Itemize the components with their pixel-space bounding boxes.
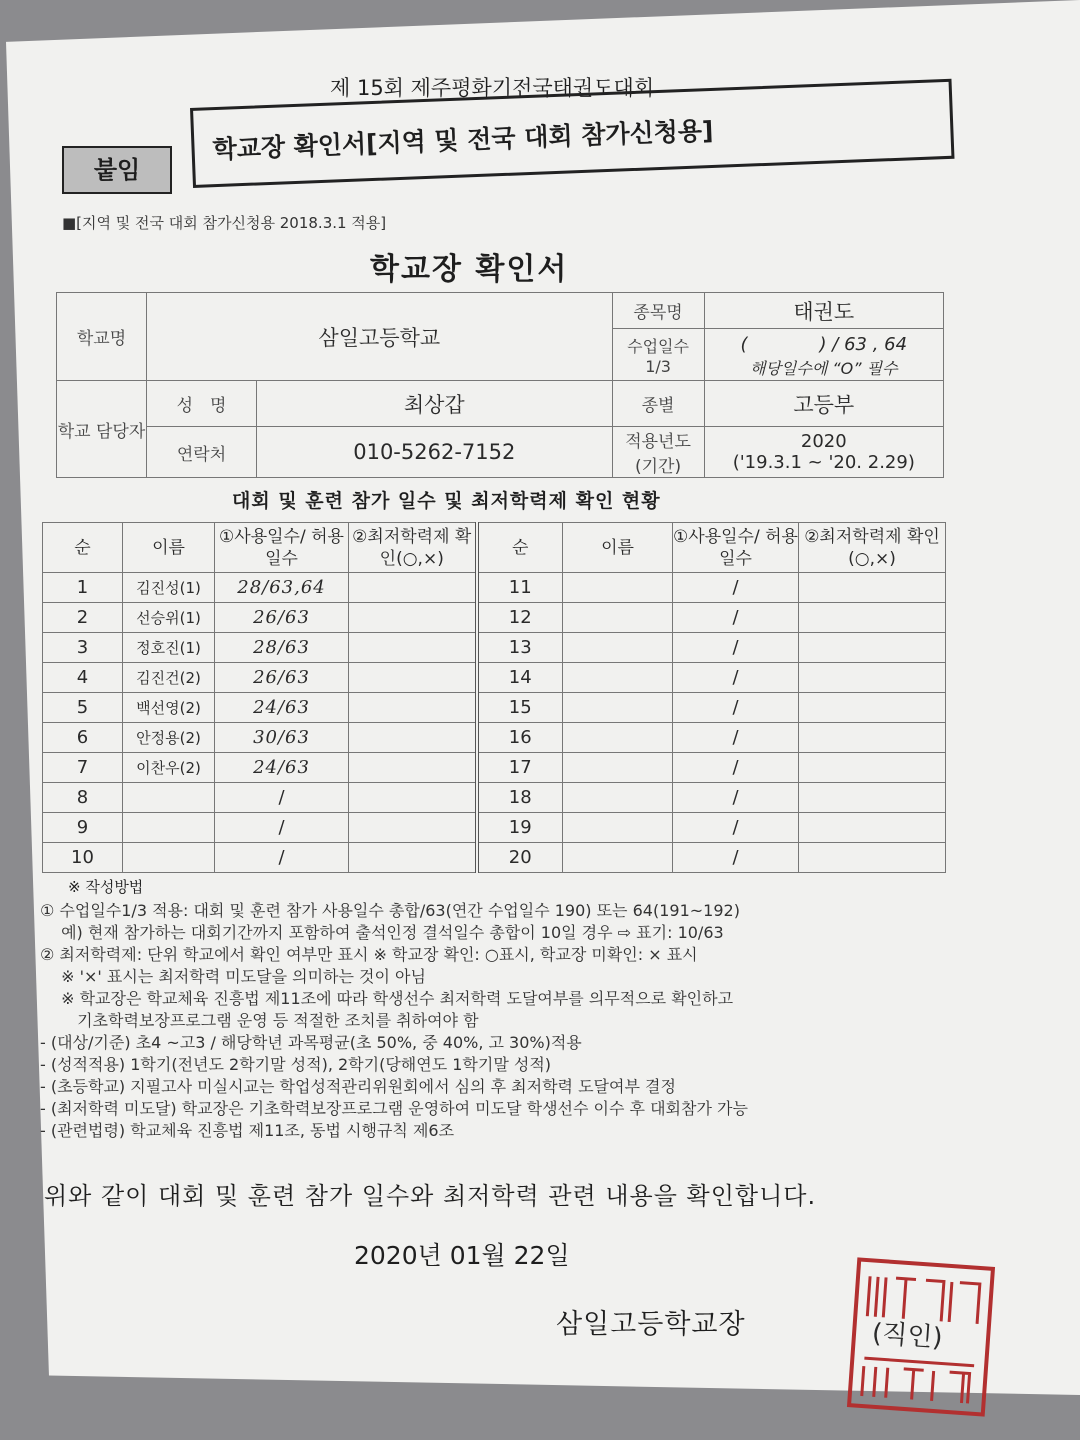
row-number: 5	[43, 693, 123, 723]
min-academic-check	[799, 783, 946, 813]
athlete-name: 김진성(1)	[123, 573, 215, 603]
used-days: /	[215, 813, 349, 843]
document-title: 학교장 확인서	[370, 252, 569, 287]
col-name-right: 이름	[563, 523, 673, 573]
used-days: 24/63	[215, 753, 349, 783]
used-days: /	[673, 693, 799, 723]
table-row	[43, 573, 946, 603]
used-days: /	[673, 573, 799, 603]
min-academic-check	[349, 663, 477, 693]
row-number: 16	[477, 723, 563, 753]
used-days: /	[673, 603, 799, 633]
method-line: ② 최저학력제: 단위 학교에서 확인 여부만 표시 ※ 학교장 확인: ○표시, 학교장 미확인: × 표시	[40, 945, 698, 964]
table-row	[43, 723, 946, 753]
used-days: 26/63	[215, 603, 349, 633]
min-academic-check	[799, 753, 946, 783]
athlete-name	[563, 603, 673, 633]
col-days: ①사용일수/ 허용일수	[215, 523, 349, 573]
row-number: 9	[43, 813, 123, 843]
used-days: /	[673, 783, 799, 813]
form-title: 학교장 확인서[지역 및 전국 대회 참가신청용]	[212, 115, 714, 165]
method-line: - (최저학력 미도달) 학교장은 기초학력보장프로그램 운영하여 미도달 학생선수 이수 후 대회참가 가능	[40, 1099, 748, 1118]
school-info-table	[56, 292, 944, 478]
used-days: /	[673, 813, 799, 843]
method-line: - (관련법령) 학교체육 진흥법 제11조, 동법 시행규칙 제6조	[40, 1121, 455, 1140]
athlete-name	[563, 723, 673, 753]
section-title: 대회 및 훈련 참가 일수 및 최저학력제 확인 현황	[232, 490, 661, 512]
row-number: 14	[477, 663, 563, 693]
confirmation-statement: 위와 같이 대회 및 훈련 참가 일수와 최저학력 관련 내용을 확인합니다.	[44, 1182, 817, 1210]
athlete-name: 안정용(2)	[123, 723, 215, 753]
event-label: 종목명	[612, 293, 704, 329]
row-number: 2	[43, 603, 123, 633]
days-cell	[704, 329, 943, 381]
used-days: 26/63	[215, 663, 349, 693]
row-number: 10	[43, 843, 123, 873]
issue-date: 2020년 01월 22일	[354, 1241, 570, 1270]
method-line: ① 수업일수1/3 적용: 대회 및 훈련 참가 사용일수 총합/63(연간 수업일수 190) 또는 64(191~192)	[40, 901, 740, 920]
min-academic-check	[349, 573, 477, 603]
row-number: 3	[43, 633, 123, 663]
seal-text: (직인)	[871, 1318, 944, 1354]
table-row	[43, 603, 946, 633]
method-line: ※ 학교장은 학교체육 진흥법 제11조에 따라 학생선수 최저학력 도달여부를 의무적으로 확인하고	[40, 989, 734, 1008]
athlete-name	[563, 573, 673, 603]
event-title: 제 15회 제주평화기전국태권도대회	[330, 76, 655, 100]
min-academic-check	[349, 813, 477, 843]
min-academic-check	[799, 663, 946, 693]
principal-name: 삼일고등학교장	[556, 1309, 746, 1340]
athlete-name: 이찬우(2)	[123, 753, 215, 783]
athlete-name	[123, 843, 215, 873]
method-line: 기초학력보장프로그램 운영 등 적절한 조치를 취하여야 함	[40, 1011, 479, 1030]
row-number: 6	[43, 723, 123, 753]
year-label: 적용년도 (기간)	[612, 427, 704, 478]
table-row	[43, 753, 946, 783]
table-row	[43, 843, 946, 873]
official-seal	[847, 1257, 995, 1416]
col-check: ②최저학력제 확인(○,×)	[349, 523, 477, 573]
min-academic-check	[799, 633, 946, 663]
participation-table	[42, 522, 946, 873]
min-academic-check	[799, 813, 946, 843]
year-cell	[704, 427, 943, 478]
row-number: 17	[477, 753, 563, 783]
athlete-name	[563, 693, 673, 723]
min-academic-check	[799, 723, 946, 753]
method-title: ※ 작성방법	[68, 878, 144, 896]
min-academic-check	[349, 633, 477, 663]
table-row	[43, 693, 946, 723]
used-days: 30/63	[215, 723, 349, 753]
used-days: /	[673, 753, 799, 783]
days-value: ( ) / 63 , 64	[740, 334, 908, 355]
days-label: 수업일수 1/3	[612, 329, 704, 381]
athlete-name	[563, 753, 673, 783]
name-label: 성 명	[147, 381, 257, 427]
min-academic-check	[799, 693, 946, 723]
min-academic-check	[349, 843, 477, 873]
method-line: - (초등학교) 지필고사 미실시교는 학업성적관리위원회에서 심의 후 최저학력 도달여부 결정	[40, 1077, 676, 1096]
row-number: 13	[477, 633, 563, 663]
table-row	[43, 783, 946, 813]
col-name: 이름	[123, 523, 215, 573]
category-value: 고등부	[704, 381, 943, 427]
period-value: ('19.3.1 ~ '20. 2.29)	[732, 452, 915, 473]
school-label: 학교명	[57, 293, 147, 381]
row-number: 18	[477, 783, 563, 813]
row-number: 1	[43, 573, 123, 603]
row-number: 20	[477, 843, 563, 873]
row-number: 15	[477, 693, 563, 723]
table-row	[43, 633, 946, 663]
method-line: - (성적적용) 1학기(전년도 2학기말 성적), 2학기(당해연도 1학기말 성적)	[40, 1055, 552, 1074]
col-days-right: ①사용일수/ 허용일수	[673, 523, 799, 573]
used-days: /	[673, 663, 799, 693]
name-value: 최상갑	[257, 381, 613, 427]
row-number: 12	[477, 603, 563, 633]
used-days: /	[215, 843, 349, 873]
athlete-name: 백선영(2)	[123, 693, 215, 723]
attachment-badge: 붙임	[62, 146, 172, 194]
col-no: 순	[43, 523, 123, 573]
row-number: 7	[43, 753, 123, 783]
row-number: 19	[477, 813, 563, 843]
row-number: 11	[477, 573, 563, 603]
min-academic-check	[349, 603, 477, 633]
year-value: 2020	[800, 431, 847, 452]
contact-value: 010-5262-7152	[257, 427, 613, 478]
min-academic-check	[349, 753, 477, 783]
used-days: /	[215, 783, 349, 813]
athlete-name	[563, 633, 673, 663]
method-line: 예) 현재 참가하는 대회기간까지 포함하여 출석인정 결석일수 총합이 10일 경우 ⇨ 표기: 10/63	[40, 923, 724, 942]
min-academic-check	[799, 843, 946, 873]
athlete-name	[563, 783, 673, 813]
method-line: ※ '×' 표시는 최저학력 미도달을 의미하는 것이 아님	[40, 967, 426, 986]
form-note: ■[지역 및 전국 대회 참가신청용 2018.3.1 적용]	[62, 214, 387, 232]
min-academic-check	[799, 603, 946, 633]
used-days: /	[673, 633, 799, 663]
contact-label: 연락처	[147, 427, 257, 478]
athlete-name	[123, 783, 215, 813]
min-academic-check	[349, 693, 477, 723]
min-academic-check	[799, 573, 946, 603]
row-number: 8	[43, 783, 123, 813]
school-value: 삼일고등학교	[147, 293, 613, 381]
used-days: 24/63	[215, 693, 349, 723]
row-number: 4	[43, 663, 123, 693]
used-days: /	[673, 843, 799, 873]
table-row	[43, 663, 946, 693]
athlete-name: 선승위(1)	[123, 603, 215, 633]
method-line: - (대상/기준) 초4 ~고3 / 해당학년 과목평균(초 50%, 중 40%, 고 30%)적용	[40, 1033, 582, 1052]
athlete-name	[563, 843, 673, 873]
athlete-name: 김진건(2)	[123, 663, 215, 693]
athlete-name	[123, 813, 215, 843]
col-check-right: ②최저학력제 확인(○,×)	[799, 523, 946, 573]
athlete-name	[563, 663, 673, 693]
used-days: /	[673, 723, 799, 753]
athlete-name: 정호진(1)	[123, 633, 215, 663]
days-note: 해당일수에 “O” 필수	[750, 359, 898, 378]
min-academic-check	[349, 723, 477, 753]
col-no-right: 순	[477, 523, 563, 573]
method-lines	[40, 900, 748, 1142]
table-row	[43, 813, 946, 843]
athlete-name	[563, 813, 673, 843]
min-academic-check	[349, 783, 477, 813]
category-label: 종별	[612, 381, 704, 427]
event-value: 태권도	[704, 293, 943, 329]
used-days: 28/63,64	[215, 573, 349, 603]
used-days: 28/63	[215, 633, 349, 663]
staff-label: 학교 담당자	[57, 381, 147, 478]
